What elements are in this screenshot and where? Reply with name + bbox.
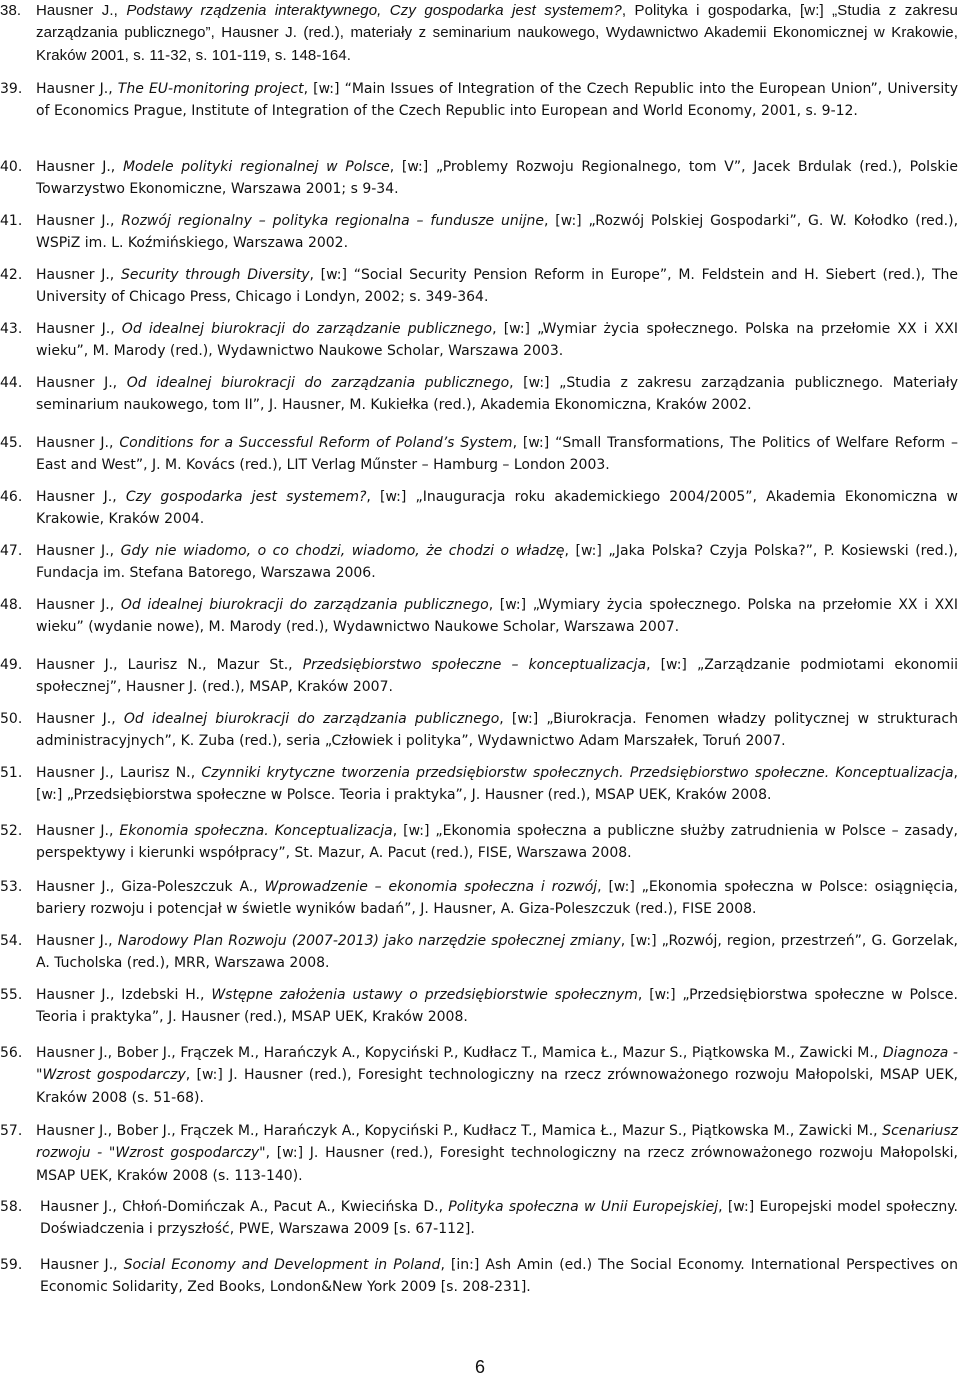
reference-segment: , [w:] „Inauguracja roku akademickiego 2004/2005”, Akademia Ekonomiczna w Krakowie, Kraków 2004.	[36, 489, 958, 528]
reference-title: Scenariusz rozwoju - "Wzrost gospodarczy"	[36, 1123, 958, 1162]
reference-title: Wstępne założenia ustawy o przedsiębiorstwie społecznym	[211, 987, 638, 1003]
reference-segment: Hausner J., Bober J., Frączek M., Harańczyk A., Kopyciński P., Kudłacz T., Mamica Ł., Mazur S., Piątkowska M., Zawicki M.,	[36, 1045, 883, 1061]
reference-entry	[0, 1196, 958, 1241]
reference-number: 39.	[0, 81, 23, 97]
reference-number: 50.	[0, 711, 23, 727]
reference-entry	[0, 762, 958, 807]
reference-title: Conditions for a Successful Reform of Poland’s System	[119, 435, 513, 451]
reference-entry	[0, 984, 958, 1029]
reference-segment: , [w:] “Small Transformations, The Politics of Welfare Reform – East and West”, J. M. Kovács (red.), LIT Verlag Műnster – Hamburg – London 2003.	[36, 435, 958, 474]
reference-segment: , [w:] „Wymiar życia społecznego. Polska na przełomie XX i XXI wieku”, M. Marody (red.), Wydawnictwo Naukowe Scholar, Warszawa 2003.	[36, 321, 958, 360]
reference-entry	[0, 708, 958, 753]
page-number: 6	[474, 1357, 485, 1377]
reference-text	[36, 210, 958, 255]
reference-segment: Hausner J.,	[36, 823, 120, 839]
reference-segment: Hausner J.,	[36, 2, 127, 19]
reference-segment: , [w:] “Main Issues of Integration of the Czech Republic into the European Union”, University of Economics Prague, Institute of Integration of the Czech Republic into European and World Economy, 2001, s. 9-12.	[36, 81, 959, 120]
reference-segment: Hausner J.,	[40, 1257, 124, 1273]
reference-number: 49.	[0, 657, 23, 673]
reference-text	[36, 762, 958, 807]
reference-segment: Hausner J., Chłoń-Domińczak A., Pacut A., Kwiecińska D.,	[40, 1199, 449, 1215]
reference-segment: Hausner J.,	[36, 159, 123, 175]
reference-segment: , [w:] “Social Security Pension Reform in Europe”, M. Feldstein and H. Siebert (red.), The University of Chicago Press, Chicago i Londyn, 2002; s. 349-364.	[36, 267, 958, 306]
reference-text	[36, 540, 958, 585]
reference-entry	[0, 594, 958, 639]
reference-number: 45.	[0, 435, 23, 451]
reference-text	[36, 1120, 958, 1187]
reference-title: Wprowadzenie – ekonomia społeczna i rozwój	[264, 879, 598, 895]
reference-number: 52.	[0, 823, 23, 839]
reference-entry	[0, 432, 958, 477]
reference-title: Od idealnej biurokracji do zarządzania publicznego	[126, 375, 510, 391]
reference-text	[36, 318, 958, 363]
reference-segment: Hausner J.,	[36, 213, 122, 229]
reference-number: 44.	[0, 375, 23, 391]
reference-text	[36, 1042, 958, 1109]
reference-entry	[0, 372, 958, 417]
reference-entry	[0, 820, 958, 865]
reference-text	[36, 264, 958, 309]
reference-segment: , [w:] „Problemy Rozwoju Regionalnego, tom V”, Jacek Brdulak (red.), Polskie Towarzystwo Ekonomiczne, Warszawa 2001; s 9-34.	[36, 159, 958, 198]
reference-title: Polityka społeczna w Unii Europejskiej	[448, 1199, 719, 1215]
reference-segment: , [w:] Europejski model społeczny. Doświadczenia i przyszłość, PWE, Warszawa 2009 [s. 67-112].	[40, 1199, 958, 1238]
reference-segment: Hausner J.,	[36, 597, 121, 613]
reference-text	[36, 78, 958, 123]
reference-title: Ekonomia społeczna. Konceptualizacja	[119, 823, 393, 839]
reference-segment: Hausner J., Laurisz N., Mazur St.,	[36, 657, 303, 673]
reference-text	[36, 876, 958, 921]
reference-text	[36, 432, 958, 477]
reference-number: 40.	[0, 159, 23, 175]
reference-entry	[0, 930, 958, 975]
reference-segment: , [w:] „Zarządzanie podmiotami ekonomii społecznej”, Hausner J. (red.), MSAP, Kraków 2007.	[36, 657, 959, 696]
reference-text	[36, 708, 958, 753]
reference-number: 56.	[0, 1045, 23, 1061]
reference-title: Czynniki krytyczne tworzenia przedsiębiorstw społecznych. Przedsiębiorstwo społeczne. Konceptualizacja	[201, 765, 954, 781]
reference-text	[36, 372, 958, 417]
reference-segment: Hausner J.,	[36, 489, 126, 505]
reference-title: Diagnoza - "Wzrost gospodarczy	[36, 1045, 958, 1084]
reference-segment: Hausner J.,	[36, 321, 122, 337]
reference-entry	[0, 1042, 958, 1109]
reference-entry	[0, 654, 958, 699]
reference-segment: , [w:] „Przedsiębiorstwa społeczne w Polsce. Teoria i praktyka”, J. Hausner (red.), MSAP UEK, Kraków 2008.	[36, 765, 958, 804]
reference-text	[36, 654, 958, 699]
reference-segment: Hausner J., Bober J., Frączek M., Harańczyk A., Kopyciński P., Kudłacz T., Mamica Ł., Mazur S., Piątkowska M., Zawicki M.,	[36, 1123, 883, 1139]
reference-number: 54.	[0, 933, 23, 949]
reference-entry	[0, 876, 958, 921]
reference-number: 43.	[0, 321, 23, 337]
reference-entry	[0, 486, 958, 531]
reference-segment: Hausner J.,	[36, 543, 121, 559]
reference-segment: , [w:] „Ekonomia społeczna a publiczne służby zatrudnienia w Polsce – zasady, perspektywy i kierunki współpracy”, St. Mazur, A. Pacut (red.), FISE, Warszawa 2008.	[36, 823, 958, 862]
reference-title: Gdy nie wiadomo, o co chodzi, wiadomo, że chodzi o władzę	[120, 543, 565, 559]
reference-number: 38.	[0, 2, 22, 19]
reference-text	[36, 594, 958, 639]
reference-title: Od idealnej biurokracji do zarządzania publicznego	[120, 597, 489, 613]
reference-number: 58.	[0, 1199, 23, 1215]
reference-entry	[0, 0, 958, 67]
reference-title: Modele polityki regionalnej w Polsce	[122, 159, 390, 175]
reference-segment: , [w:] J. Hausner (red.), Foresight technologiczny na rzecz zrównoważonego rozwoju Małopolski, MSAP UEK, Kraków 2008 (s. 51-68).	[36, 1067, 959, 1106]
reference-segment: Hausner J.,	[36, 375, 127, 391]
reference-number: 47.	[0, 543, 23, 559]
reference-title: The EU-monitoring project	[117, 81, 304, 97]
reference-segment: , [w:] „Rozwój, region, przestrzeń”, G. Gorzelak, A. Tucholska (red.), MRR, Warszawa 2008.	[36, 933, 958, 972]
reference-entry	[0, 318, 958, 363]
reference-entry	[0, 78, 958, 123]
reference-number: 46.	[0, 489, 23, 505]
reference-number: 41.	[0, 213, 23, 229]
reference-segment: , [w:] „Rozwój Polskiej Gospodarki”, G. W. Kołodko (red.), WSPiZ im. L. Koźmińskiego, Warszawa 2002.	[36, 213, 959, 252]
reference-entry	[0, 210, 958, 255]
reference-segment: , [w:] J. Hausner (red.), Foresight technologiczny na rzecz zrównoważonego rozwoju Małopolski, MSAP UEK, Kraków 2008 (s. 113-140).	[36, 1145, 959, 1184]
reference-text	[36, 156, 958, 201]
reference-text	[36, 0, 958, 67]
reference-segment: Hausner J., Giza-Poleszczuk A.,	[36, 879, 265, 895]
reference-title: Social Economy and Development in Poland	[123, 1257, 441, 1273]
reference-segment: Hausner J.,	[36, 933, 118, 949]
reference-number: 48.	[0, 597, 23, 613]
reference-segment: , [w:] „Studia z zakresu zarządzania publicznego. Materiały seminarium naukowego, tom II”, J. Hausner, M. Kukiełka (red.), Akademia Ekonomiczna, Kraków 2002.	[36, 375, 958, 414]
reference-text	[40, 1254, 958, 1299]
reference-text	[36, 486, 958, 531]
reference-title: Od idealnej biurokracji do zarządzania publicznego	[123, 711, 500, 727]
reference-entry	[0, 1120, 958, 1187]
reference-title: Rozwój regionalny – polityka regionalna – fundusze unijne	[121, 213, 544, 229]
reference-segment: , [w:] „Przedsiębiorstwa społeczne w Polsce. Teoria i praktyka”, J. Hausner (red.), MSAP UEK, Kraków 2008.	[36, 987, 958, 1026]
reference-segment: Hausner J., Laurisz N.,	[36, 765, 202, 781]
reference-entry	[0, 264, 958, 309]
reference-segment: Hausner J.,	[36, 81, 118, 97]
reference-entry	[0, 540, 958, 585]
reference-segment: Hausner J.,	[36, 435, 120, 451]
reference-text	[36, 930, 958, 975]
reference-segment: , [w:] „Biurokracja. Fenomen władzy politycznej w strukturach administracyjnych”, K. Zuba (red.), seria „Człowiek i polityka”, Wydawnictwo Adam Marszałek, Toruń 2007.	[36, 711, 958, 750]
reference-number: 57.	[0, 1123, 23, 1139]
reference-text	[40, 1196, 958, 1241]
reference-entry	[0, 156, 958, 201]
reference-number: 53.	[0, 879, 23, 895]
reference-number: 59.	[0, 1257, 23, 1273]
reference-number: 51.	[0, 765, 23, 781]
reference-number: 55.	[0, 987, 23, 1003]
reference-segment: , [w:] „Wymiary życia społecznego. Polska na przełomie XX i XXI wieku” (wydanie nowe), M. Marody (red.), Wydawnictwo Naukowe Scholar, Warszawa 2007.	[36, 597, 958, 636]
reference-segment: Hausner J., Izdebski H.,	[36, 987, 212, 1003]
reference-title: Podstawy rządzenia interaktywnego, Czy gospodarka jest systemem?	[126, 2, 622, 19]
reference-segment: Hausner J.,	[36, 711, 124, 727]
reference-title: Od idealnej biurokracji do zarządzanie publicznego	[121, 321, 493, 337]
reference-title: Czy gospodarka jest systemem?	[125, 489, 367, 505]
reference-segment: Hausner J.,	[36, 267, 121, 283]
reference-segment: , [w:] „Jaka Polska? Czyja Polska?”, P. Kosiewski (red.), Fundacja im. Stefana Batorego, Warszawa 2006.	[36, 543, 958, 582]
reference-segment: , [w:] „Ekonomia społeczna w Polsce: osiągnięcia, bariery rozwoju i potencjał w świetle wyników badań”, J. Hausner, A. Giza-Poleszczuk (red.), FISE 2008.	[36, 879, 958, 918]
reference-text	[36, 984, 958, 1029]
reference-title: Narodowy Plan Rozwoju (2007-2013) jako narzędzie społecznej zmiany	[117, 933, 621, 949]
reference-title: Przedsiębiorstwo społeczne – konceptualizacja	[302, 657, 647, 673]
reference-number: 42.	[0, 267, 23, 283]
reference-entry	[0, 1254, 958, 1299]
reference-segment: , [in:] Ash Amin (ed.) The Social Economy. International Perspectives on Economic Solidarity, Zed Books, London&New York 2009 [s. 208-231].	[40, 1257, 958, 1296]
reference-text	[36, 820, 958, 865]
reference-segment: , Polityka i gospodarka, [w:] „Studia z zakresu zarządzania publicznego”, Hausner J. (red.), materiały z seminarium naukowego, Wydawnictwo Akademii Ekonomicznej w Krakowie, Kraków 2001, s. 11-32, s. 101-119, s. 148-164.	[36, 2, 958, 64]
reference-title: Security through Diversity	[120, 267, 310, 283]
